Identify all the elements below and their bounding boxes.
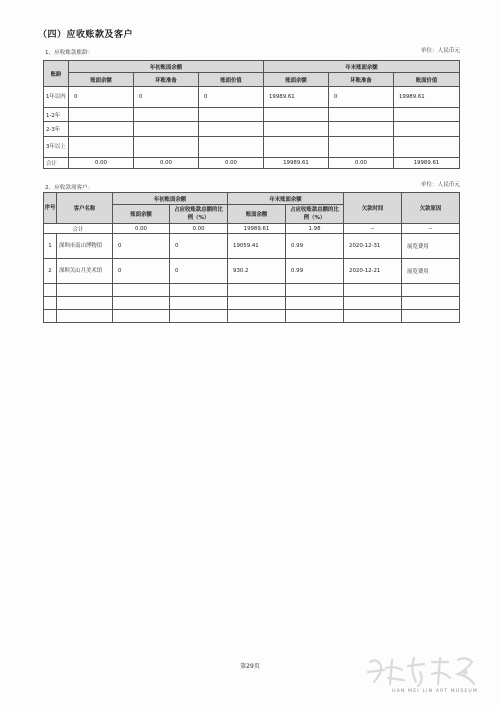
customer-cell: 2020-12-31 (344, 234, 402, 259)
aging-header-end-group: 年末账面余额 (264, 61, 460, 73)
aging-cell (329, 122, 394, 137)
customers-header-end-balance: 账面余额 (228, 205, 286, 224)
aging-cell: 0 (199, 87, 264, 108)
aging-cell (394, 108, 460, 122)
customer-seq-cell: 2 (44, 259, 57, 284)
customer-name-cell: 深圳关山月美术馆 (57, 259, 113, 284)
aging-cell (329, 108, 394, 122)
aging-total-cell: 0.00 (329, 158, 394, 169)
empty-cell (286, 284, 344, 297)
aging-header-begin-provision: 坏账准备 (134, 73, 199, 87)
aging-header-age: 账龄 (44, 61, 69, 87)
customers-total-cell: 0.00 (170, 224, 228, 234)
aging-table (43, 60, 460, 169)
empty-cell (57, 310, 113, 323)
aging-total-label: 合计 (44, 158, 69, 169)
aging-total-row (44, 158, 460, 169)
empty-cell (286, 310, 344, 323)
table-row (44, 259, 460, 284)
customer-cell: 展览费用 (402, 259, 460, 284)
aging-total-cell: 19989.61 (264, 158, 329, 169)
aging-cell (264, 122, 329, 137)
aging-cell: 0 (134, 87, 199, 108)
customers-header-begin-ratio: 占应收账款总额的比例（%） (170, 205, 228, 224)
section-title: （四）应收账款及客户 (38, 30, 134, 40)
aging-total-cell: 0.00 (69, 158, 134, 169)
customers-total-cell: -- (344, 224, 402, 234)
customers-table (43, 192, 460, 323)
empty-cell (344, 284, 402, 297)
customers-total-cell: 0.00 (113, 224, 170, 234)
aging-unit-label: 单位：人民币元 (420, 48, 460, 54)
customers-header-seq: 序号 (44, 193, 57, 224)
aging-total-cell: 0.00 (134, 158, 199, 169)
empty-cell (344, 297, 402, 310)
table-row (44, 122, 460, 137)
aging-cell (69, 122, 134, 137)
customer-seq-cell: 1 (44, 234, 57, 259)
aging-header-end-provision: 坏账准备 (329, 73, 394, 87)
empty-cell (113, 284, 170, 297)
table-row (44, 310, 460, 323)
aging-cell (394, 137, 460, 158)
aging-header-begin-group: 年初账面余额 (69, 61, 264, 73)
customers-header-reason: 欠款原因 (402, 193, 460, 224)
aging-age-cell: 1-2年 (44, 108, 69, 122)
customers-header-begin-balance: 账面余额 (113, 205, 170, 224)
customer-cell: 0.99 (286, 234, 344, 259)
aging-header-begin-book-value: 账面价值 (199, 73, 264, 87)
empty-cell (170, 310, 228, 323)
customers-subtitle: 2、应收款项客户： (45, 185, 94, 191)
customers-total-cell: -- (402, 224, 460, 234)
empty-cell (44, 310, 57, 323)
watermark-text: HAN MEI LIN ART MUSEUM (392, 689, 478, 694)
page-number: 第29页 (240, 663, 260, 670)
empty-cell (228, 284, 286, 297)
aging-header-end-book-value: 账面价值 (394, 73, 460, 87)
aging-cell (134, 108, 199, 122)
museum-watermark-logo (362, 652, 482, 692)
aging-cell: 0 (69, 87, 134, 108)
aging-cell (199, 137, 264, 158)
empty-cell (44, 297, 57, 310)
table-row (44, 108, 460, 122)
customer-cell: 0 (170, 234, 228, 259)
table-row (44, 137, 460, 158)
customers-total-cell: 19989.61 (228, 224, 286, 234)
customer-cell: 930.2 (228, 259, 286, 284)
customers-total-row (44, 224, 460, 234)
empty-cell (170, 297, 228, 310)
customers-header-time: 欠款时间 (344, 193, 402, 224)
aging-cell (264, 137, 329, 158)
aging-age-cell: 2-3年 (44, 122, 69, 137)
aging-cell (264, 108, 329, 122)
empty-cell (44, 284, 57, 297)
empty-cell (57, 284, 113, 297)
aging-cell (134, 137, 199, 158)
aging-cell (69, 108, 134, 122)
empty-cell (113, 297, 170, 310)
empty-cell (228, 310, 286, 323)
table-row (44, 297, 460, 310)
customer-cell: 0 (113, 234, 170, 259)
aging-cell (69, 137, 134, 158)
aging-cell (329, 137, 394, 158)
aging-cell (394, 122, 460, 137)
table-row (44, 87, 460, 108)
empty-cell (402, 297, 460, 310)
empty-cell (344, 310, 402, 323)
empty-cell (57, 297, 113, 310)
aging-cell: 19989.61 (264, 87, 329, 108)
aging-total-cell: 0.00 (199, 158, 264, 169)
empty-cell (402, 284, 460, 297)
aging-header-end-balance: 账面余额 (264, 73, 329, 87)
aging-subtitle: 1、应收账款账龄： (45, 50, 94, 56)
customer-cell: 0 (170, 259, 228, 284)
customer-cell: 展览费用 (402, 234, 460, 259)
empty-cell (286, 297, 344, 310)
customers-header-begin-group: 年初账面余额 (113, 193, 228, 205)
empty-cell (228, 297, 286, 310)
aging-age-cell: 1年以内 (44, 87, 69, 108)
customer-cell: 19059.41 (228, 234, 286, 259)
customer-cell: 0.99 (286, 259, 344, 284)
customers-total-cell: 1.98 (286, 224, 344, 234)
empty-cell (170, 284, 228, 297)
table-row (44, 284, 460, 297)
customer-name-cell: 深圳市南山博物馆 (57, 234, 113, 259)
aging-total-cell: 19989.61 (394, 158, 460, 169)
customers-header-end-ratio: 占应收账款总额的比例（%） (286, 205, 344, 224)
empty-cell (402, 310, 460, 323)
aging-header-begin-balance: 账面余额 (69, 73, 134, 87)
customers-header-name: 客户名称 (57, 193, 113, 224)
aging-age-cell: 3年以上 (44, 137, 69, 158)
customer-cell: 2020-12-21 (344, 259, 402, 284)
empty-cell (113, 310, 170, 323)
customer-cell: 0 (113, 259, 170, 284)
aging-cell (199, 122, 264, 137)
customers-total-label: 合计 (44, 224, 113, 234)
customers-header-end-group: 年末账面余额 (228, 193, 344, 205)
aging-cell (199, 108, 264, 122)
aging-cell (134, 122, 199, 137)
aging-cell: 0 (329, 87, 394, 108)
aging-cell: 19989.61 (394, 87, 460, 108)
customers-unit-label: 单位：人民币元 (420, 182, 460, 188)
table-row (44, 234, 460, 259)
